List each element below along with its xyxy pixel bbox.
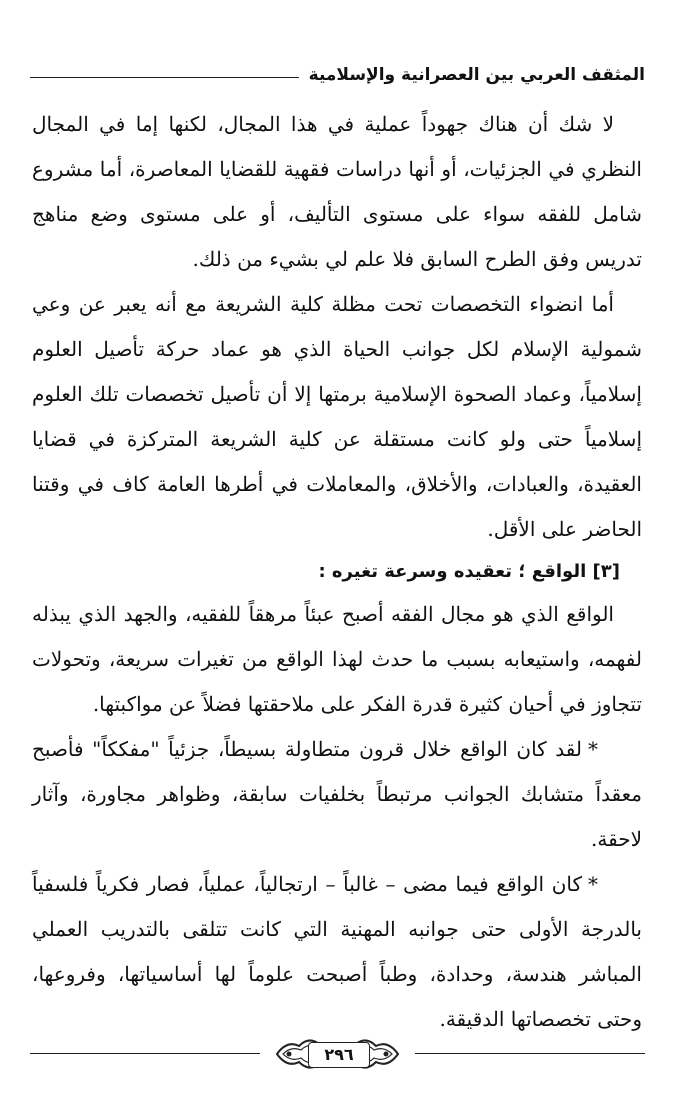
- bullet-item-1: [32, 727, 642, 862]
- bullet-marker: *: [588, 737, 598, 761]
- bullet-text: كان الواقع فيما مضى – غالباً – ارتجالياً، عملياً، فصار فكرياً فلسفياً بالدرجة الأولى حتى جوانبه المهنية التي كانت تتلقى بالتدريب العملي المباشر هندسة، وحدادة، وطباً أصبحت علوماً لها أساسياتها، وفروعها، وحتى تخصصاتها الدقيقة.: [32, 872, 642, 1031]
- bullet-marker: *: [588, 872, 598, 896]
- running-header: [30, 60, 645, 90]
- page-footer: [30, 1030, 645, 1080]
- page-number: ٢٩٦: [308, 1042, 370, 1068]
- bullet-text: لقد كان الواقع خلال قرون متطاولة بسيطاً، جزئياً "مفككاً" فأصبح معقداً متشابك الجوانب مرتبطاً بخلفيات سابقة، وظواهر مجاورة، وآثار لاحقة.: [32, 737, 642, 851]
- running-title: المثقف العربي بين العصرانية والإسلامية: [308, 65, 645, 85]
- section-paragraph: الواقع الذي هو مجال الفقه أصبح عبئاً مرهقاً للفقيه، والجهد الذي يبذله لفهمه، واستيعابه بسبب ما حدث لهذا الواقع من تغيرات سريعة، وتحولات تتجاوز في أحيان كثيرة قدرة الفكر على ملاحقتها فضلاً عن مواكبتها.: [32, 602, 642, 716]
- paragraph-2: أما انضواء التخصصات تحت مظلة كلية الشريعة مع أنه يعبر عن وعي شمولية الإسلام لكل جوانب الحياة الذي هو عماد حركة تأصيل العلوم إسلامياً، وعماد الصحوة الإسلامية برمتها إلا أن تأصيل تخصصات تلك العلوم إسلامياً حتى ولو كانت مستقلة عن كلية الشريعة المتركزة في قضايا العقيدة، والعبادات، والأخلاق، والمعاملات في أطرها العامة كاف في وقتنا الحاضر على الأقل.: [32, 292, 642, 541]
- footer-rule-left: [30, 1053, 260, 1054]
- section-heading: [٣] الواقع ؛ تعقيده وسرعة تغيره :: [318, 561, 620, 582]
- footer-rule-right: [415, 1053, 645, 1054]
- paragraph-1: لا شك أن هناك جهوداً عملية في هذا المجال، لكنها إما في المجال النظري في الجزئيات، أو أنها دراسات فقهية للقضايا المعاصرة، أما مشروع شامل للفقه سواء على مستوى التأليف، أو على مستوى وضع مناهج تدريس وفق الطرح السابق فلا علم لي بشيء من ذلك.: [32, 112, 642, 271]
- bullet-item-2: [32, 862, 642, 1042]
- body-text: [32, 102, 642, 1042]
- header-rule: [30, 77, 299, 78]
